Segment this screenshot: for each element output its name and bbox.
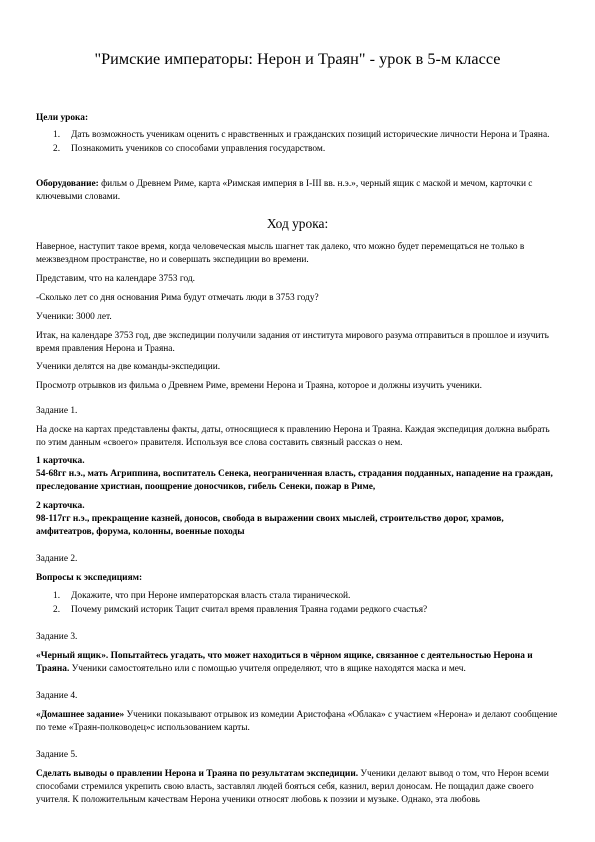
card1-label: 1 карточка. [36,456,85,466]
task5-text: Ученики делают вывод о том, что Нерон всеми способами стремился укрепить свою власть, заставлял людей бояться себя, казнил, верил доносам. Не пощадил даже своего учителя. К положительным качествам Нерона ученики относят любовь к поэзии и музыке. Однако, эта любовь [36,769,549,805]
task3-heading: Задание 3. [36,632,78,642]
list-item-text: Докажите, что при Нероне императорская власть стала тиранической. [71,591,351,601]
goals-heading: Цели урока: [36,113,89,123]
list-number: 1. [53,130,61,140]
card1-text: 54-68гг н.э., мать Агриппина, воспитатель Сенека, неограниченная власть, страдания подданных, нападение на граждан, преследование христиан, поощрение доносчиков, гибель Сенеки, пожар в Риме, [36,469,553,492]
task5-paragraph [36,768,559,807]
task2-list [36,590,559,617]
expeditions-paragraph: Итак, на календаре 3753 год, две экспедиции получили задания от института мирового разума отправиться в прошлое и изучить время правления Нерона и Траяна. [36,331,549,354]
list-item [36,143,559,156]
list-item [36,604,559,617]
question-paragraph: -Сколько лет со дня основания Рима будут отмечать люди в 3753 году? [36,293,319,303]
list-item [36,590,559,603]
task5-bold: Сделать выводы о правлении Нерона и Траяна по результатам экспедиции. [36,769,359,779]
task1-heading: Задание 1. [36,406,78,416]
task4-text: Ученики показывают отрывок из комедии Аристофана «Облака» с участием «Нерона» и делают сообщение по теме «Траян-полководец»с использованием карты. [36,710,558,733]
list-item-text: Почему римский историк Тацит считал время правления Траяна годами редкого счастья? [71,605,428,615]
task3-bold: «Черный ящик». Попытайтесь угадать, что может находиться в чёрном ящике, связанное с деятельностью Нерона и Траяна. [36,651,533,674]
film-paragraph: Просмотр отрывков из фильма о Древнем Риме, времени Нерона и Траяна, которое и должны изучить ученики. [36,381,482,391]
page-title: "Римские императоры: Нерон и Траян" - урок в 5-м классе [94,50,501,68]
task1-text: На доске на картах представлены факты, даты, относящиеся к правлению Нерона и Траяна. Каждая экспедиция должна выбрать по этим данным «своего» правителя. Используя все слова составить связный рассказ о нем. [36,425,550,448]
course-heading: Ход урока: [266,216,329,231]
card2-label: 2 карточка. [36,501,85,511]
task2-heading: Задание 2. [36,554,78,564]
list-number: 2. [53,144,61,154]
equipment-paragraph [36,178,559,204]
task4-paragraph [36,709,559,735]
teams-paragraph: Ученики делятся на две команды-экспедиции. [36,362,221,372]
list-number: 2. [53,605,61,615]
list-item [36,129,559,142]
intro-paragraph: Наверное, наступит такое время, когда человеческая мысль шагнет так далеко, что можно будет перемещаться не только в межзвездном пространстве, но и совершать экспедиции во времени. [36,242,525,265]
card2-text: 98-117гг н.э., прекращение казней, доносов, свобода в выражении своих мыслей, строительство дорог, храмов, амфитеатров, форума, колонны, военные походы [36,514,504,537]
task3-paragraph [36,650,559,676]
list-number: 1. [53,591,61,601]
answer-paragraph: Ученики: 3000 лет. [36,312,112,322]
task3-text: Ученики самостоятельно или с помощью учителя определяют, что в ящике находятся маска и меч. [69,664,466,674]
task4-heading: Задание 4. [36,691,78,701]
task4-bold: «Домашнее задание» [36,710,125,720]
list-item-text: Познакомить учеников со способами управления государством. [71,144,326,154]
goals-list [36,129,559,156]
equipment-text: фильм о Древнем Риме, карта «Римская империя в I-III вв. н.э.», черный ящик с маской и мечом, карточки с ключевыми словами. [36,179,533,202]
calendar-paragraph: Представим, что на календаре 3753 год. [36,274,195,284]
equipment-label: Оборудование: [36,179,99,189]
list-item-text: Дать возможность ученикам оценить с нравственных и гражданских позиций исторические личности Нерона и Траяна. [71,130,550,140]
task2-questions-label: Вопросы к экспедициям: [36,573,143,583]
task5-heading: Задание 5. [36,750,78,760]
